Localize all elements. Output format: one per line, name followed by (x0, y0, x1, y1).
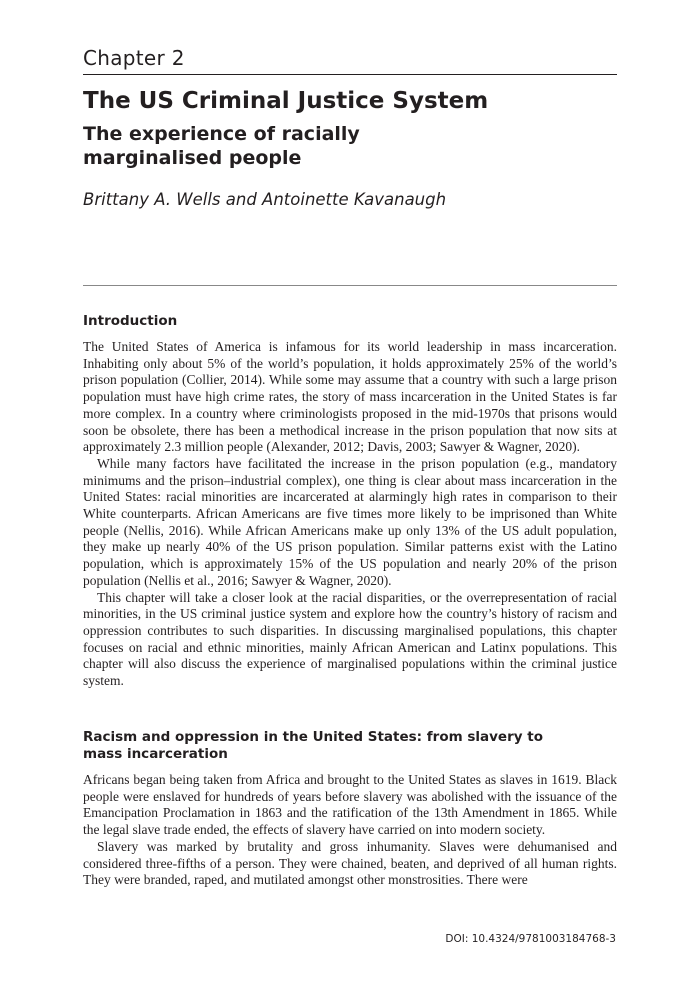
paragraph: Africans began being taken from Africa and brought to the United States as slaves in 1619. Black people were enslaved for hundreds of years before slavery was abolished with the issuance of the Emancipation Proclamation in 1863 and the ratification of the 13th Amendment in 1865. While the legal slave trade ended, the effects of slavery have carried on into modern society. (83, 772, 617, 838)
introduction-body (83, 339, 617, 690)
paragraph: While many factors have facilitated the increase in the prison population (e.g., mandatory minimums and the prison–industrial complex), one thing is clear about mass incarceration in the United States: racial minorities are incarcerated at alarmingly high rates in comparison to their White counterparts. African Americans are five times more likely to be imprisoned than White people (Nellis, 2016). While African Americans make up only 13% of the US adult population, they make up nearly 40% of the US prison population. Similar patterns exist with the Latino population, which is approximately 15% of the US population and nearly 20% of the prison population (Nellis et al., 2016; Sawyer & Wagner, 2020). (83, 455, 617, 588)
chapter-authors: Brittany A. Wells and Antoinette Kavanaugh (83, 190, 447, 209)
section-divider (83, 285, 617, 286)
racism-section-body (83, 772, 617, 889)
paragraph: This chapter will take a closer look at the racial disparities, or the overrepresentation of racial minorities, in the US criminal justice system and explore how the country’s history of racism and oppression contributes to such disparities. In discussing marginalised populations, this chapter focuses on racial and ethnic minorities, mainly African American and Latinx populations. This chapter will also discuss the experience of marginalised populations within the criminal justice system. (83, 589, 617, 689)
chapter-subtitle: The experience of racially marginalised people (83, 123, 360, 169)
paragraph: Slavery was marked by brutality and gross inhumanity. Slaves were dehumanised and considered three-fifths of a person. They were chained, beaten, and deprived of all human rights. They were branded, raped, and mutilated amongst other monstrosities. There were (83, 838, 617, 888)
racism-section-heading: Racism and oppression in the United States: from slavery to mass incarceration (83, 729, 543, 762)
chapter-label: Chapter 2 (83, 46, 185, 70)
top-rule (83, 74, 617, 75)
doi-footer: DOI: 10.4324/9781003184768-3 (445, 933, 616, 945)
chapter-title: The US Criminal Justice System (83, 88, 489, 114)
paragraph: The United States of America is infamous for its world leadership in mass incarceration. Inhabiting only about 5% of the world’s population, it holds approximately 25% of the world’s prison population (Collier, 2014). While some may assume that a country with such a large prison population must have high crime rates, the story of mass incarceration in the United States is far more complex. In a country where criminologists proposed in the mid-1970s that prisons would soon be obsolete, there has been a methodical increase in the prison population that now sits at approximately 2.3 million people (Alexander, 2012; Davis, 2003; Sawyer & Wagner, 2020). (83, 339, 617, 455)
introduction-heading: Introduction (83, 313, 178, 329)
